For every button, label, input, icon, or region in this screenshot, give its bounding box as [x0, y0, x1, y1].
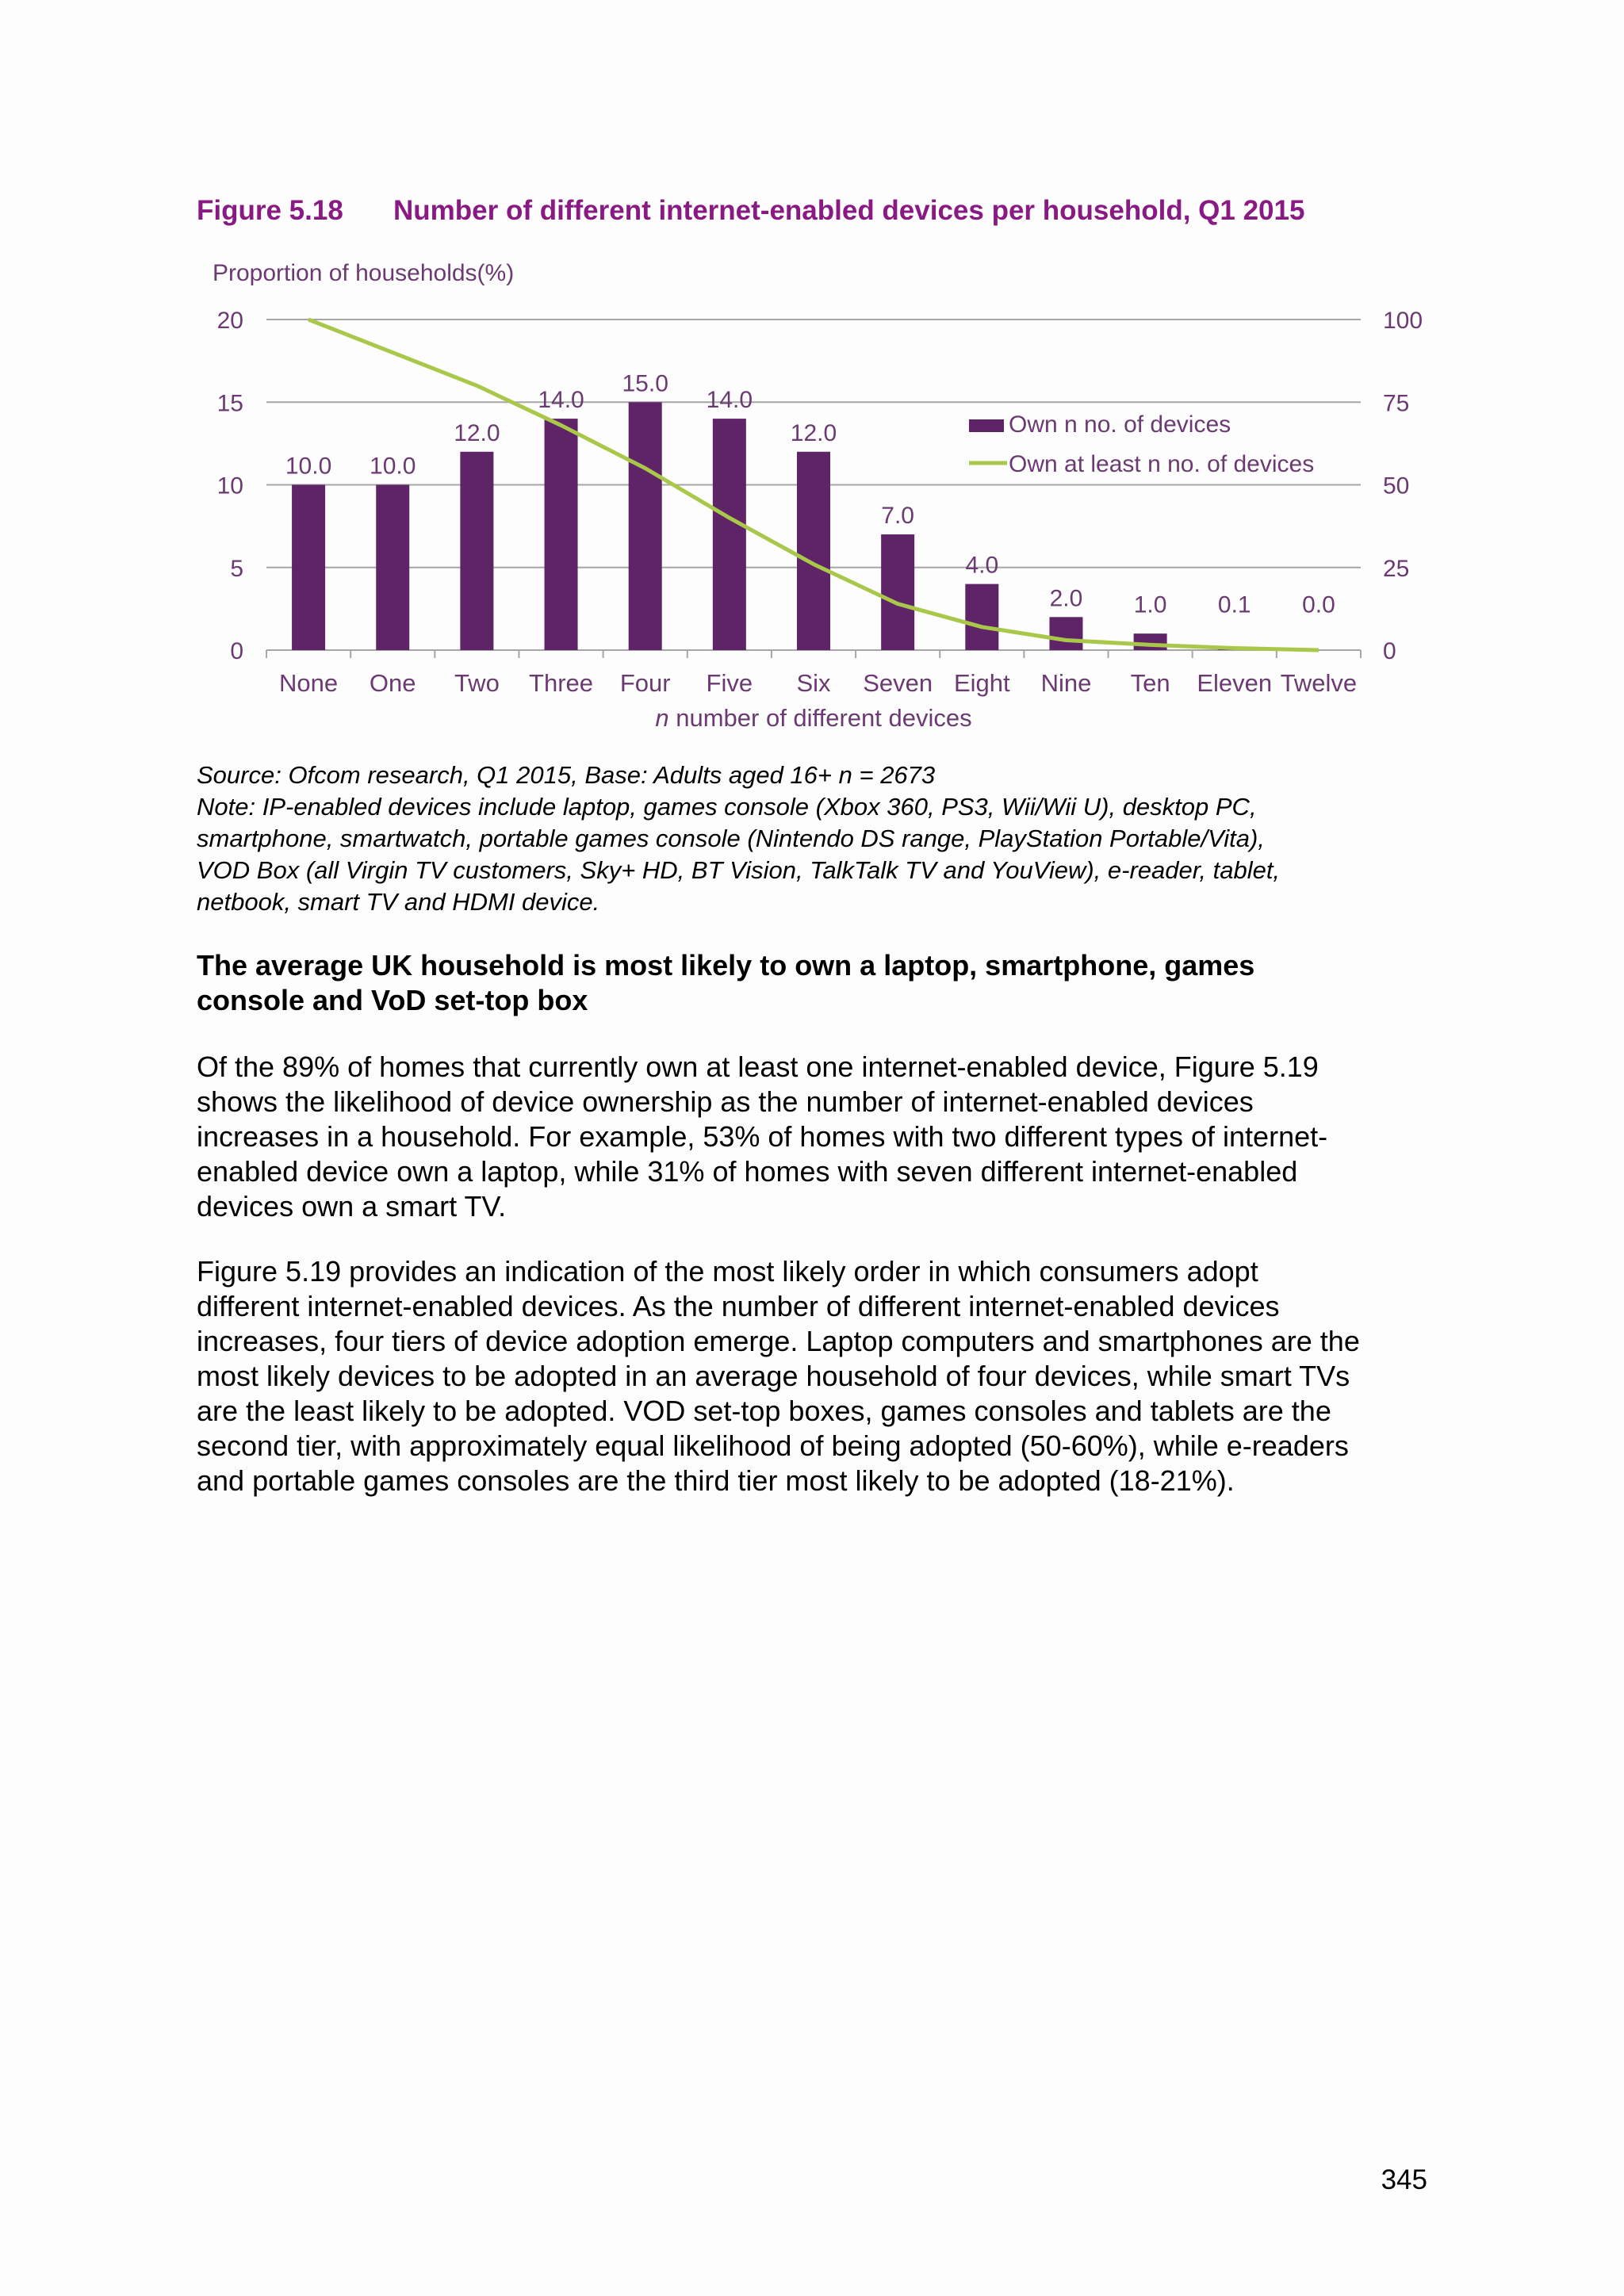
paragraph-2-line: Figure 5.19 provides an indication of the most likely order in which consumers adopt: [197, 1255, 1258, 1288]
bar-data-label: 12.0: [790, 419, 837, 446]
bar-data-label: 4.0: [965, 552, 999, 579]
bar: [881, 534, 914, 650]
bar: [376, 485, 409, 651]
x-tick-label: Twelve: [1280, 669, 1358, 697]
bar: [292, 485, 325, 651]
paragraph-2-line: are the least likely to be adopted. VOD set-top boxes, games consoles and tablets are the: [197, 1395, 1331, 1427]
x-tick-label: Seven: [863, 669, 933, 697]
source-line: Source: Ofcom research, Q1 2015, Base: Adults aged 16+ n = 2673: [197, 761, 936, 789]
x-tick-label: Six: [796, 669, 831, 697]
note-line-3: VOD Box (all Virgin TV customers, Sky+ HD, BT Vision, TalkTalk TV and YouView), e-reader, tablet,: [197, 856, 1281, 884]
bar-data-label: 12.0: [454, 419, 500, 446]
devices-chart: [0, 0, 1624, 745]
legend-line-label: Own at least n no. of devices: [1009, 451, 1315, 477]
y-tick-label: 15: [216, 390, 243, 417]
page-number: 345: [1381, 2164, 1427, 2195]
bar: [460, 452, 493, 650]
bar: [1134, 633, 1167, 650]
x-tick-label: Four: [619, 669, 671, 697]
paragraph-1-line: Of the 89% of homes that currently own at least one internet-enabled device, Figure 5.19: [197, 1050, 1319, 1083]
x-tick-label: Nine: [1040, 669, 1092, 697]
note-line-2: smartphone, smartwatch, portable games console (Nintendo DS range, PlayStation Portable/Vita),: [197, 825, 1265, 852]
legend-bar-label: Own n no. of devices: [1009, 411, 1231, 438]
x-tick-label: Eleven: [1197, 669, 1273, 697]
bar-data-label: 1.0: [1133, 591, 1167, 618]
paragraph-2-line: second tier, with approximately equal likelihood of being adopted (50-60%), while e-readers: [197, 1429, 1349, 1462]
y2-tick-label: 0: [1383, 638, 1396, 664]
bar-data-label: 10.0: [370, 453, 416, 480]
subheading-line-2: console and VoD set-top box: [197, 984, 588, 1016]
bar: [1049, 617, 1082, 650]
x-axis-title: [655, 704, 971, 732]
bar: [545, 419, 578, 650]
bar-data-label: 0.1: [1217, 591, 1251, 618]
paragraph-2-line: and portable games consoles are the third tier most likely to be adopted (18-21%).: [197, 1464, 1235, 1497]
bar: [965, 584, 998, 650]
section-subheading: [197, 948, 1434, 1018]
y2-tick-label: 25: [1383, 555, 1410, 582]
note-line-4: netbook, smart TV and HDMI device.: [197, 888, 600, 916]
bar: [629, 402, 662, 650]
paragraph-2-line: increases, four tiers of device adoption emerge. Laptop computers and smartphones are the: [197, 1325, 1360, 1357]
figure-caption: Number of different internet-enabled devices per household, Q1 2015: [393, 195, 1305, 226]
bar-data-label: 14.0: [706, 387, 753, 414]
bar-data-label: 15.0: [622, 370, 668, 397]
paragraph-1-line: shows the likelihood of device ownership as the number of internet-enabled devices: [197, 1085, 1254, 1118]
bar-data-label: 0.0: [1302, 591, 1335, 618]
paragraph-1-line: increases in a household. For example, 53% of homes with two different types of internet-: [197, 1120, 1328, 1153]
x-tick-label: Three: [529, 669, 594, 697]
y-tick-label: 20: [216, 308, 243, 334]
figure-number: Figure 5.18: [197, 195, 343, 226]
y-tick-label: 0: [230, 638, 243, 664]
bar-data-label: 2.0: [1049, 585, 1083, 612]
x-tick-label: One: [369, 669, 416, 697]
y-tick-label: 5: [230, 555, 243, 582]
bar: [797, 452, 830, 650]
x-tick-label: Eight: [953, 669, 1010, 697]
y-axis-title: Proportion of households(%): [213, 260, 515, 286]
bar: [713, 419, 746, 650]
paragraph-2-line: most likely devices to be adopted in an average household of four devices, while smart TVs: [197, 1360, 1350, 1392]
x-axis-title-text: number of different devices: [668, 704, 972, 732]
x-tick-label: None: [279, 669, 339, 697]
paragraph-2: [197, 1254, 1450, 1498]
y2-tick-label: 75: [1383, 390, 1410, 417]
y2-tick-label: 50: [1383, 473, 1410, 499]
bar-data-label: 7.0: [881, 503, 915, 530]
y2-tick-label: 100: [1383, 308, 1423, 334]
x-tick-label: Five: [706, 669, 753, 697]
paragraph-1: [197, 1050, 1450, 1224]
legend-bar-swatch: [969, 419, 1004, 432]
bar-data-label: 10.0: [285, 453, 332, 480]
paragraph-2-line: different internet-enabled devices. As the number of different internet-enabled devices: [197, 1290, 1280, 1322]
paragraph-1-line: devices own a smart TV.: [197, 1190, 507, 1223]
note-line-1: Note: IP-enabled devices include laptop, games console (Xbox 360, PS3, Wii/Wii U), desktop PC,: [197, 793, 1257, 821]
y-tick-label: 10: [216, 473, 243, 499]
subheading-line-1: The average UK household is most likely to own a laptop, smartphone, games: [197, 949, 1255, 982]
x-tick-label: Ten: [1130, 669, 1170, 697]
source-note: [197, 760, 1434, 918]
x-axis-title-italic: n: [655, 704, 669, 732]
x-tick-label: Two: [454, 669, 500, 697]
bar-data-label: 14.0: [538, 387, 584, 414]
paragraph-1-line: enabled device own a laptop, while 31% of homes with seven different internet-enabled: [197, 1155, 1298, 1188]
